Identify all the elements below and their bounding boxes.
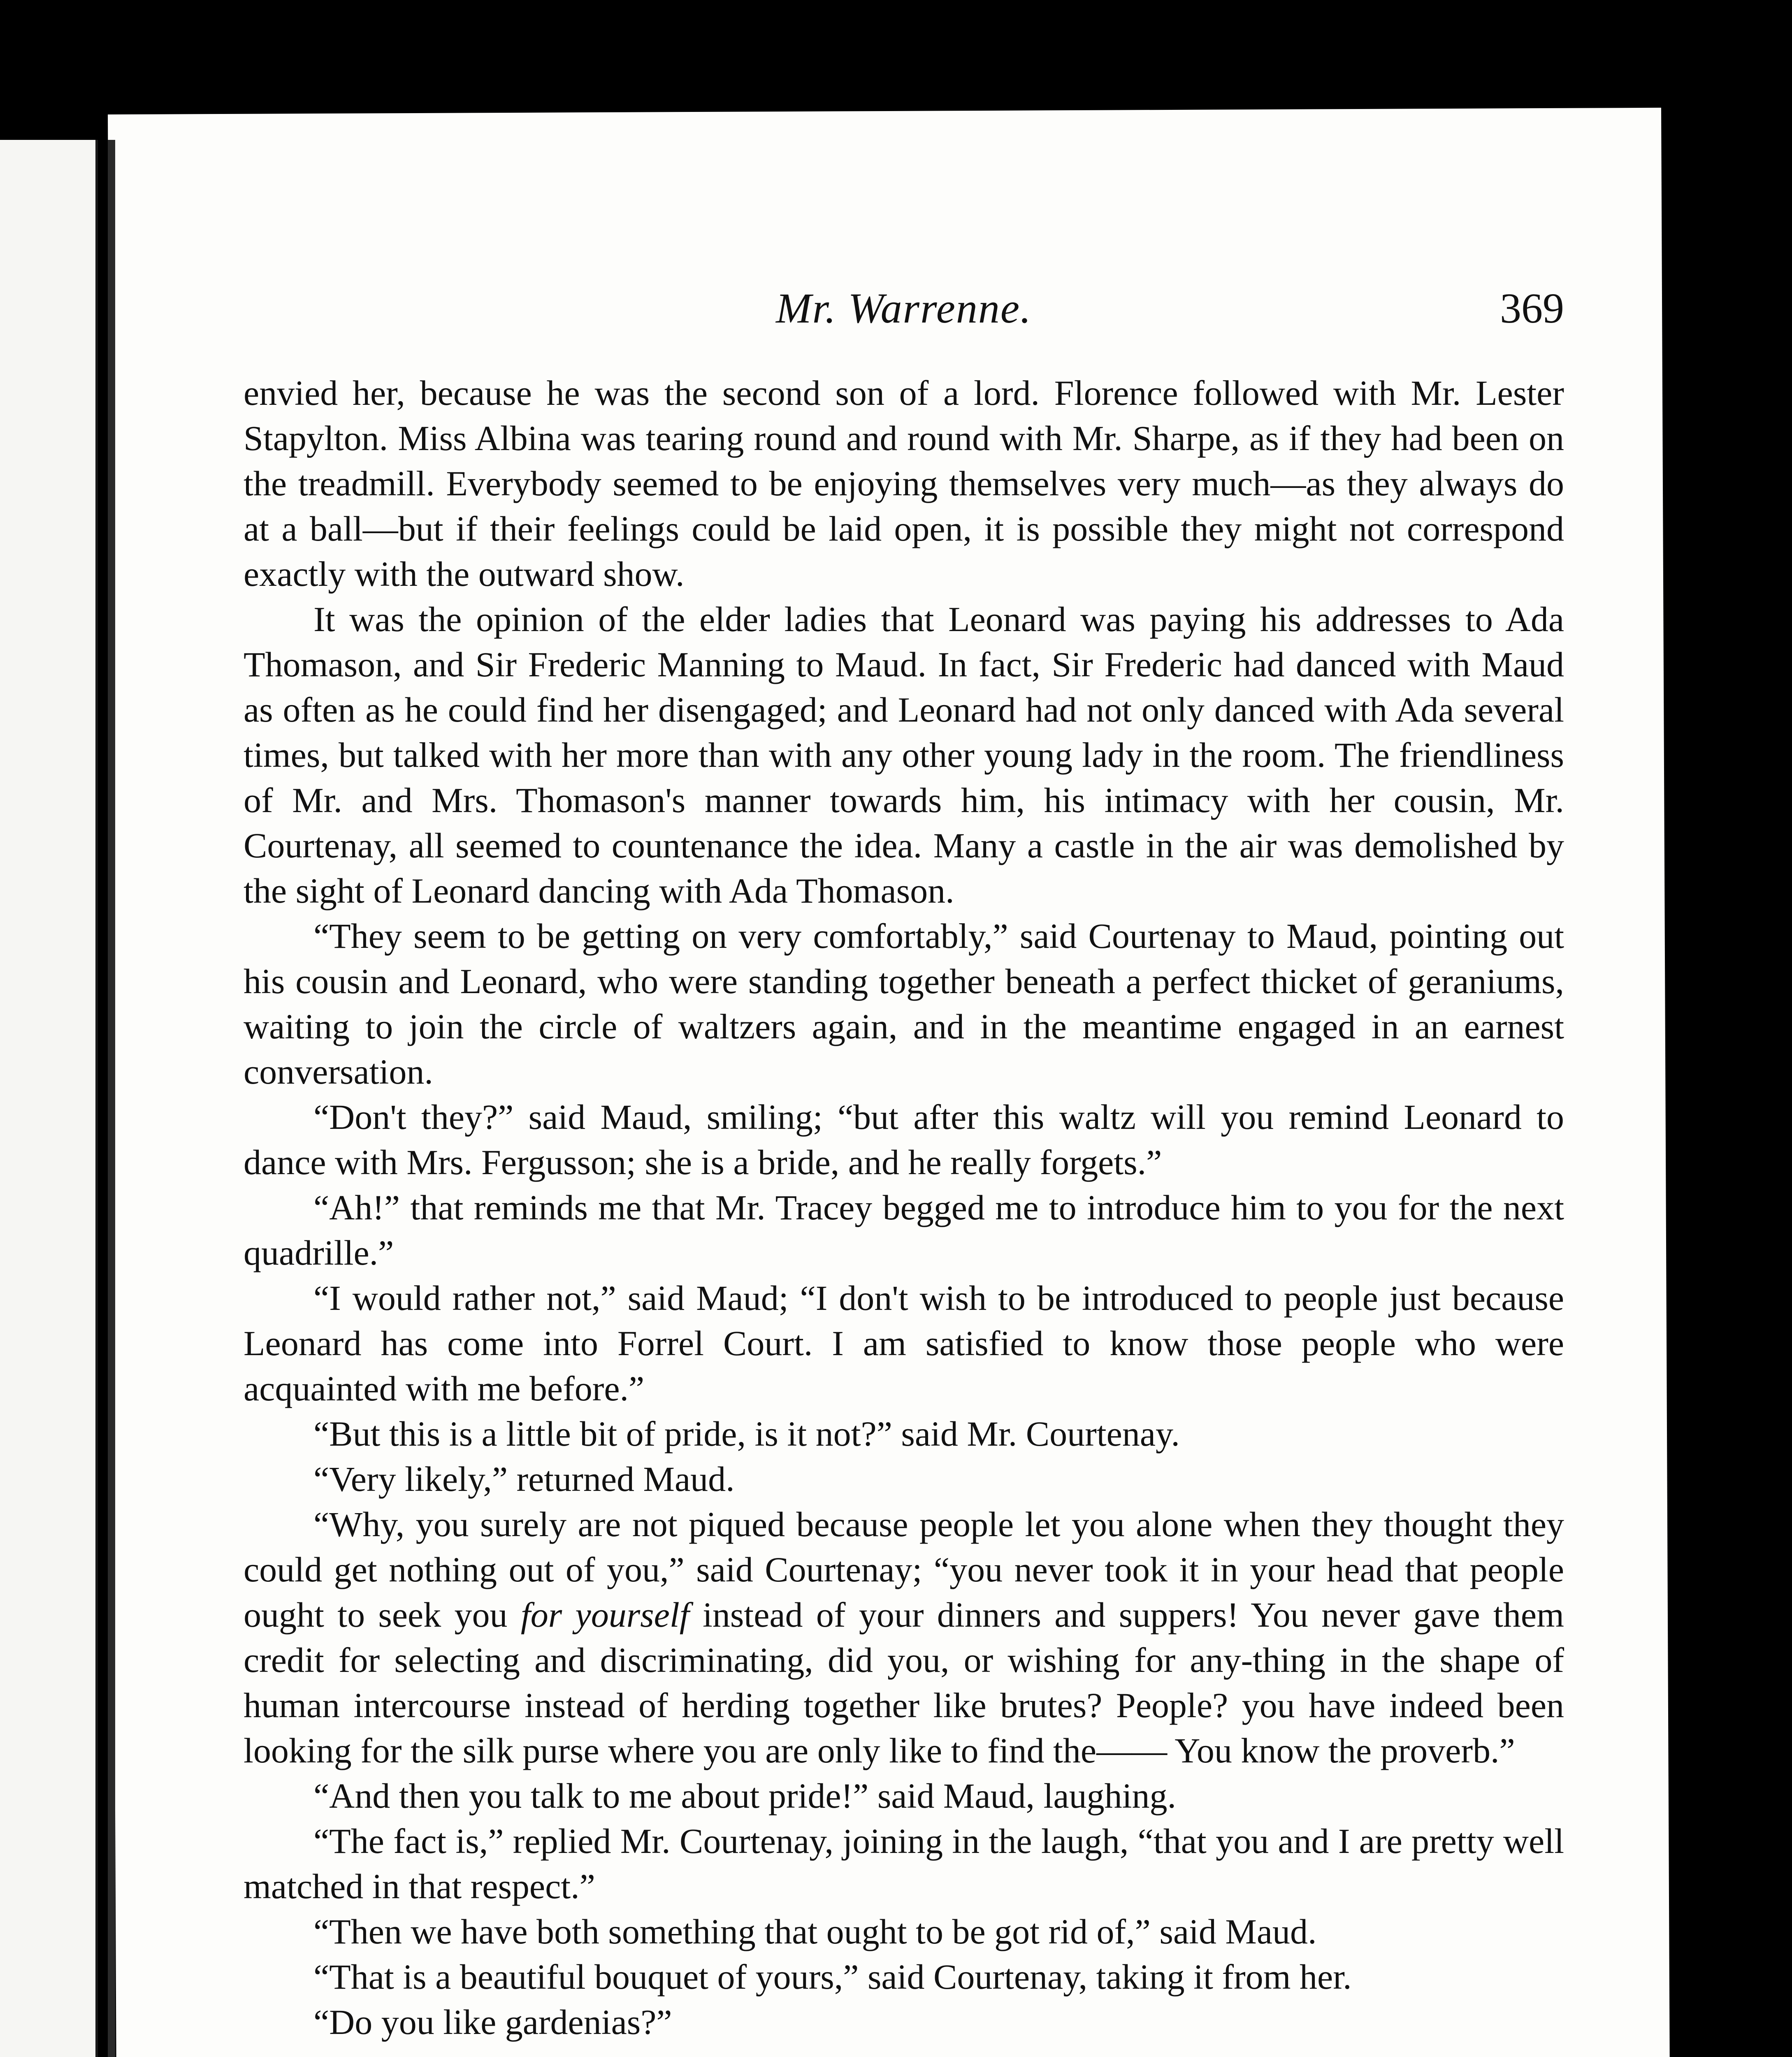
paragraph: “Do you like gardenias?”	[313, 2002, 672, 2042]
paragraph	[244, 1502, 1564, 1773]
paragraph: “Ah!” that reminds me that Mr. Tracey begged me to introduce him to you for the next quadrille.”	[244, 1188, 1564, 1272]
paragraph: “Very likely,” returned Maud.	[313, 1459, 735, 1499]
emphasis-text: for yourself	[520, 1595, 689, 1634]
paragraph: It was the opinion of the elder ladies that Leonard was paying his addresses to Ada Thomason, and Sir Frederic Manning to Maud. In fact, Sir Frederic had danced with Maud as often as he could find her disengaged; and Leonard had not only danced with Ada several times, but talked with her more than with any other young lady in the room. The friendliness of Mr. and Mrs. Thomason's manner towards him, his intimacy with her cousin, Mr. Courtenay, all seemed to countenance the idea. Many a castle in the air was demolished by the sight of Leonard dancing with Ada Thomason.	[244, 599, 1564, 910]
paragraph: “But this is a little bit of pride, is it not?” said Mr. Courtenay.	[313, 1414, 1180, 1453]
paragraph-text: instead of your dinners and suppers! You never gave them credit for selecting and discriminating, did you, or wishing for any-thing in the shape of human intercourse instead of herding together like brutes? People? you have indeed been looking for the silk purse where you are only like to find the—— You know the proverb.”	[244, 1595, 1564, 1770]
paragraph: “The fact is,” replied Mr. Courtenay, joining in the laugh, “that you and I are pretty well matched in that respect.”	[244, 1821, 1564, 1906]
running-title: Mr. Warrenne.	[775, 285, 1032, 332]
paragraph: “I would rather not,” said Maud; “I don't wish to be introduced to people just because Leonard has come into Forrel Court. I am satisfied to know those people who were acquainted with me before.”	[244, 1278, 1564, 1408]
paragraph: “That is a beautiful bouquet of yours,” said Courtenay, taking it from her.	[313, 1957, 1352, 1997]
facing-page-edge	[0, 140, 98, 2057]
paragraph-text: “Why, you surely are not piqued because people let you alone when they thought they could get nothing out of you,” said Courtenay; “you never took it in your head that people ought to seek you	[244, 1504, 1564, 1634]
body-text	[244, 370, 1564, 2045]
page-number: 369	[1500, 285, 1564, 332]
paragraph: “They seem to be getting on very comfortably,” said Courtenay to Maud, pointing out his cousin and Leonard, who were standing together beneath a perfect thicket of geraniums, waiting to join the circle of waltzers again, and in the meantime engaged in an earnest conversation.	[244, 916, 1564, 1091]
running-head	[244, 284, 1564, 366]
paragraph: “Don't they?” said Maud, smiling; “but after this waltz will you remind Leonard to dance with Mrs. Fergusson; she is a bride, and he really forgets.”	[244, 1097, 1564, 1182]
paragraph: “Then we have both something that ought to be got rid of,” said Maud.	[313, 1912, 1317, 1951]
paragraph: “And then you talk to me about pride!” said Maud, laughing.	[313, 1776, 1176, 1816]
page-content	[108, 111, 1661, 2057]
paragraph: envied her, because he was the second son of a lord. Florence followed with Mr. Lester Stapylton. Miss Albina was tearing round and round with Mr. Sharpe, as if they had been on the treadmill. Everybody seemed to be enjoying themselves very much—as they always do at a ball—but if their feelings could be laid open, it is possible they might not correspond exactly with the outward show.	[244, 373, 1564, 594]
